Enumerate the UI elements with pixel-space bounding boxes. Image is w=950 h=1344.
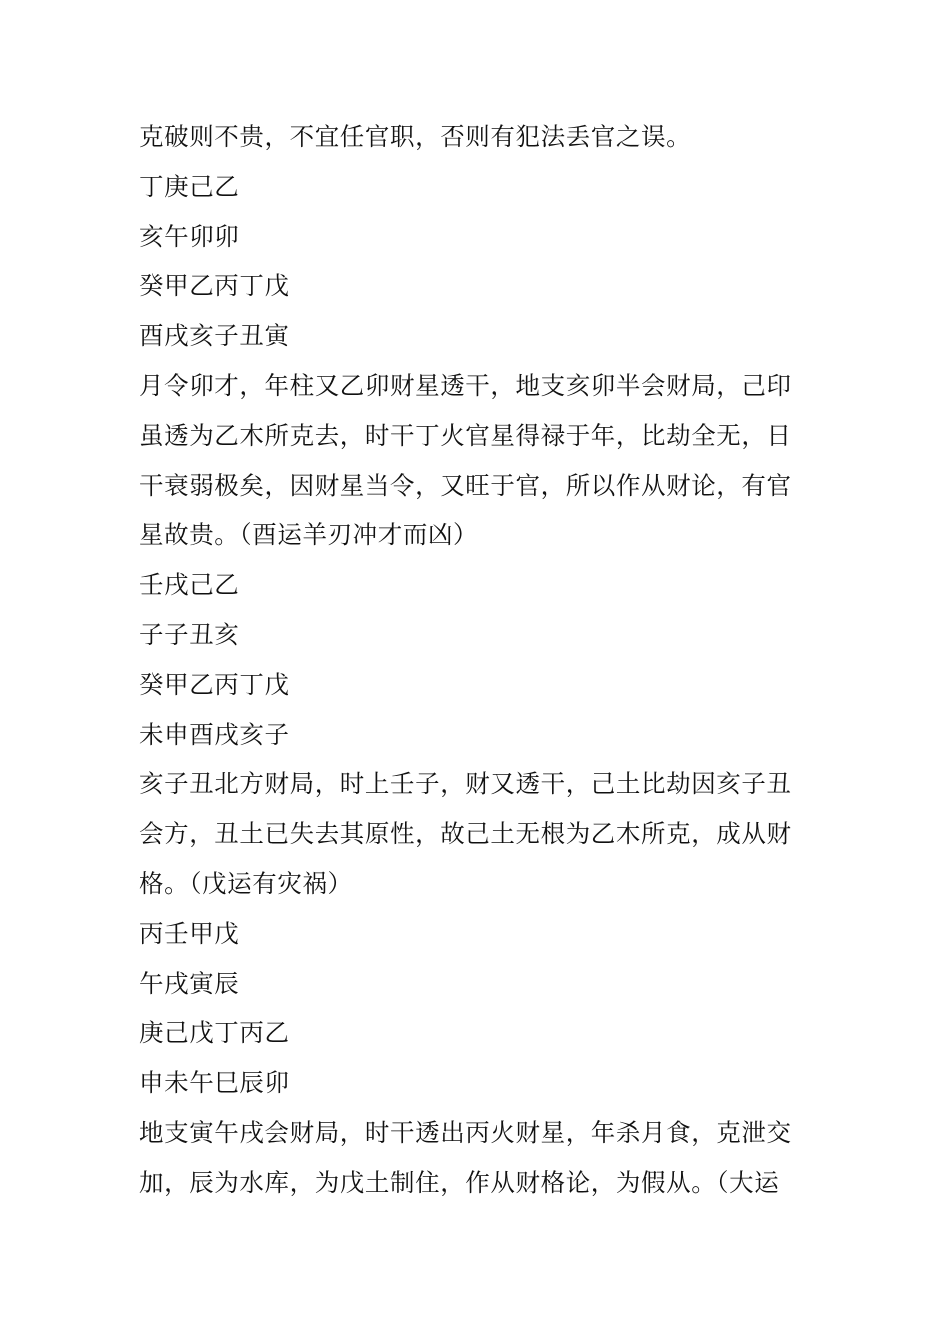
luck-stems-line-2: 癸甲乙丙丁戊	[139, 669, 290, 699]
analysis-line-3: 干衰弱极矣，因财星当令，又旺于官，所以作从财论，有官	[139, 470, 792, 500]
luck-stems-line-3: 庚己戊丁丙乙	[139, 1018, 290, 1048]
text-line-1: 克破则不贵，不宜任官职，否则有犯法丢官之误。	[139, 122, 692, 151]
analysis-line-6: 会方，丑土已失去其原性，故己土无根为乙木所克，成从财	[139, 819, 792, 849]
analysis-line-7: 格。（戊运有灾祸）	[139, 868, 353, 898]
luck-branches-line-3: 申未午巳辰卯	[139, 1068, 290, 1098]
luck-stems-line-1: 癸甲乙丙丁戊	[139, 271, 290, 301]
document-body	[139, 112, 829, 1208]
analysis-line-4: 星故贵。（酉运羊刃冲才而凶）	[139, 520, 479, 550]
analysis-line-8: 地支寅午戌会财局，时干透出丙火财星，年杀月食，克泄交	[139, 1117, 792, 1147]
analysis-line-5: 亥子丑北方财局，时上壬子，财又透干，己土比劫因亥子丑	[139, 769, 792, 799]
stems-line-1: 丁庚己乙	[139, 171, 240, 201]
luck-branches-line-2: 未申酉戌亥子	[139, 719, 290, 749]
branches-line-2: 子子丑亥	[139, 619, 240, 649]
branches-line-1: 亥午卯卯	[139, 221, 240, 251]
stems-line-3: 丙壬甲戊	[139, 918, 240, 948]
analysis-line-9: 加，辰为水库，为戊土制住，作从财格论，为假从。（大运	[139, 1167, 780, 1197]
stems-line-2: 壬戌己乙	[139, 570, 240, 600]
analysis-line-1: 月令卯才，年柱又乙卯财星透干，地支亥卯半会财局，己印	[139, 370, 792, 400]
analysis-line-2: 虽透为乙木所克去，时干丁火官星得禄于年，比劫全无，日	[139, 420, 792, 450]
luck-branches-line-1: 酉戌亥子丑寅	[139, 321, 290, 351]
branches-line-3: 午戌寅辰	[139, 968, 240, 998]
